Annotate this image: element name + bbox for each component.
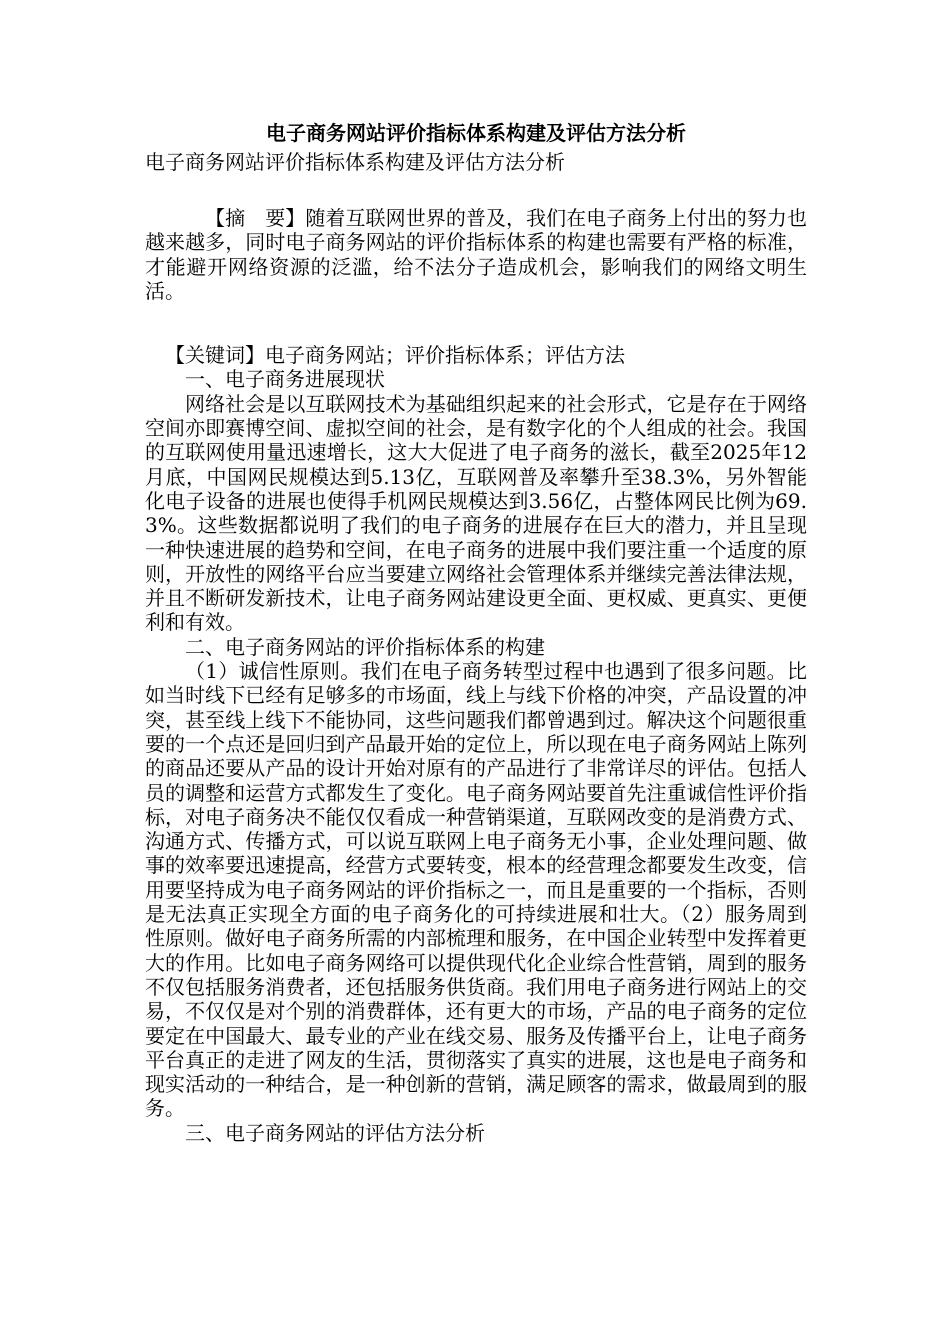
section-heading-1: 一、电子商务进展现状 [185,367,385,392]
section-body-2: （1）诚信性原则。我们在电子商务转型过程中也遇到了很多问题。比如当时线下已经有足够多的市场面，线上与线下价格的冲突，产品设置的冲突，甚至线上线下不能协同，这些问题我们都曾遇到过。解决这个问题很重要的一个点还是回归到产品最开始的定位上，所以现在电子商务网站上陈列的商品还要从产品的设计开始对原有的产品进行了非常详尽的评估。包括人员的调整和运营方式都发生了变化。电子商务网站要首先注重诚信性评价指标，对电子商务决不能仅仅看成一种营销渠道，互联网改变的是消费方式、沟通方式、传播方式，可以说互联网上电子商务无小事，企业处理问题、做事的效率要迅速提高，经营方式要转变，根本的经营理念都要发生改变，信用要坚持成为电子商务网站的评价指标之一，而且是重要的一个指标，否则是无法真正实现全方面的电子商务化的可持续进展和壮大。（2）服务周到性原则。做好电子商务所需的内部梳理和服务，在中国企业转型中发挥着更大的作用。比如电子商务网络可以提供现代化企业综合性营销，周到的服务不仅包括服务消费者，还包括服务供货商。我们用电子商务进行网站上的交易，不仅仅是对个别的消费群体，还有更大的市场，产品的电子商务的定位要定在中国最大、最专业的产业在线交易、服务及传播平台上，让电子商务平台真正的走进了网友的生活，贯彻落实了真实的进展，这也是电子商务和现实活动的一种结合，是一种创新的营销，满足顾客的需求，做最周到的服务。 [145,659,807,1121]
section-heading-2: 二、电子商务网站的评价指标体系的构建 [185,634,545,659]
abstract-paragraph: 【摘 要】随着互联网世界的普及，我们在电子商务上付出的努力也越来越多，同时电子商务网站的评价指标体系的构建也需要有严格的标准，才能避开网络资源的泛滥，给不法分子造成机会，影响我们的网络文明生活。 [145,206,807,303]
document-title: 电子商务网站评价指标体系构建及评估方法分析 [266,121,686,145]
section-heading-3: 三、电子商务网站的评估方法分析 [185,1120,485,1145]
document-subtitle: 电子商务网站评价指标体系构建及评估方法分析 [145,150,565,174]
section-body-1: 网络社会是以互联网技术为基础组织起来的社会形式，它是存在于网络空间亦即赛博空间、虚拟空间的社会，是有数字化的个人组成的社会。我国的互联网使用量迅速增长，这大大促进了电子商务的滋长，截至2025年12月底，中国网民规模达到5.13亿，互联网普及率攀升至38.3%，另外智能化电子设备的进展也使得手机网民规模达到3.56亿，占整体网民比例为69.3%。这些数据都说明了我们的电子商务的进展存在巨大的潜力，并且呈现一种快速进展的趋势和空间，在电子商务的进展中我们要注重一个适度的原则，开放性的网络平台应当要建立网络社会管理体系并继续完善法律法规，并且不断研发新技术，让电子商务网站建设更全面、更权威、更真实、更便利和有效。 [145,391,807,635]
document-page [145,118,807,1145]
keywords-paragraph: 【关键词】电子商务网站；评价指标体系；评估方法 [165,343,625,368]
